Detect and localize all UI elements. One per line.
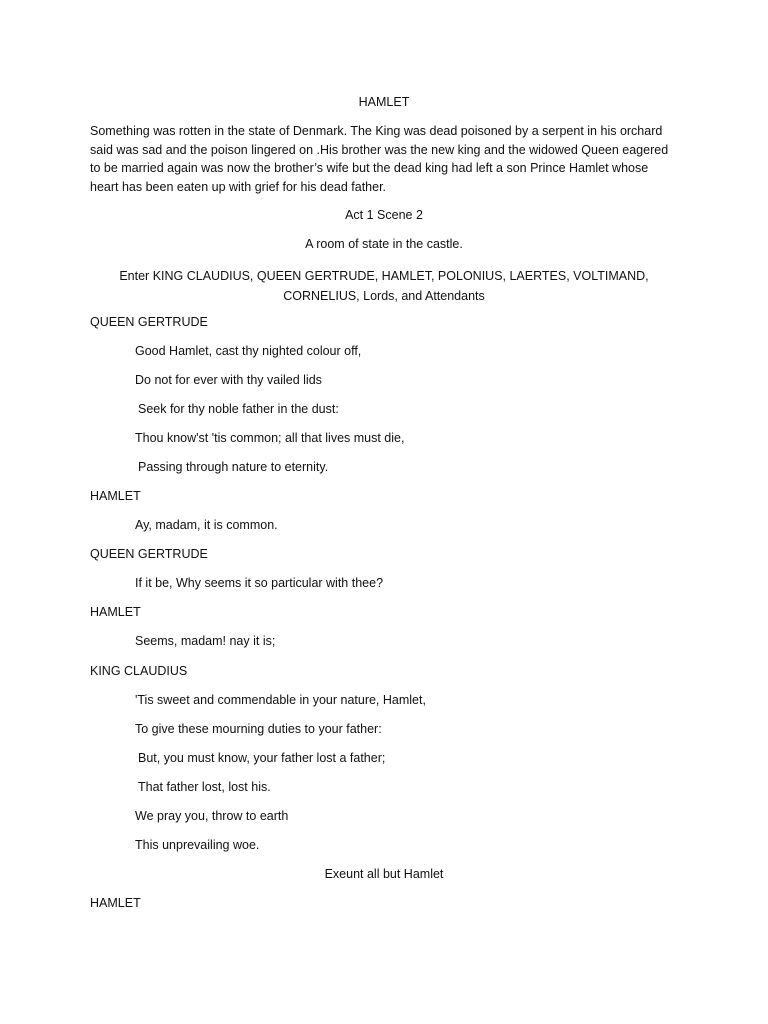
dialogue-line: Ay, madam, it is common. <box>135 518 278 532</box>
dialogue-line: Do not for ever with thy vailed lids <box>135 373 322 387</box>
dialogue-line: This unprevailing woe. <box>135 838 260 852</box>
dialogue-line: Thou know'st 'tis common; all that lives must die, <box>135 431 405 445</box>
exeunt-stage-direction: Exeunt all but Hamlet <box>324 867 444 881</box>
dialogue-line: To give these mourning duties to your father: <box>135 722 382 736</box>
page-title: HAMLET <box>358 95 410 109</box>
dialogue-line: 'Tis sweet and commendable in your nature, Hamlet, <box>135 693 426 707</box>
dialogue-line: Passing through nature to eternity. <box>138 460 329 474</box>
entrance-stage-direction: Enter KING CLAUDIUS, QUEEN GERTRUDE, HAMLET, POLONIUS, LAERTES, VOLTIMAND, CORNELIUS, Lords, and Attendants <box>119 269 649 303</box>
speaker-hamlet: HAMLET <box>90 605 141 619</box>
speaker-queen-gertrude: QUEEN GERTRUDE <box>90 315 208 329</box>
intro-paragraph: Something was rotten in the state of Denmark. The King was dead poisoned by a serpent in his orchard said was sad and the poison lingered on .His brother was the new king and the widowed Queen eagered to be married again was now the brother’s wife but the dead king had left a son Prince Hamlet whose heart has been eaten up with grief for his dead father. <box>90 124 669 194</box>
dialogue-line: But, you must know, your father lost a father; <box>138 751 386 765</box>
dialogue-line: Seek for thy noble father in the dust: <box>138 402 339 416</box>
act-scene-heading: Act 1 Scene 2 <box>345 208 423 222</box>
speaker-hamlet: HAMLET <box>90 896 141 910</box>
speaker-hamlet: HAMLET <box>90 489 141 503</box>
dialogue-line: If it be, Why seems it so particular with thee? <box>135 576 384 590</box>
speaker-king-claudius: KING CLAUDIUS <box>90 664 188 678</box>
setting-line: A room of state in the castle. <box>305 237 463 251</box>
speaker-queen-gertrude: QUEEN GERTRUDE <box>90 547 208 561</box>
dialogue-line: That father lost, lost his. <box>138 780 271 794</box>
dialogue-line: Seems, madam! nay it is; <box>135 634 276 648</box>
dialogue-line: We pray you, throw to earth <box>135 809 289 823</box>
dialogue-line: Good Hamlet, cast thy nighted colour off, <box>135 344 362 358</box>
